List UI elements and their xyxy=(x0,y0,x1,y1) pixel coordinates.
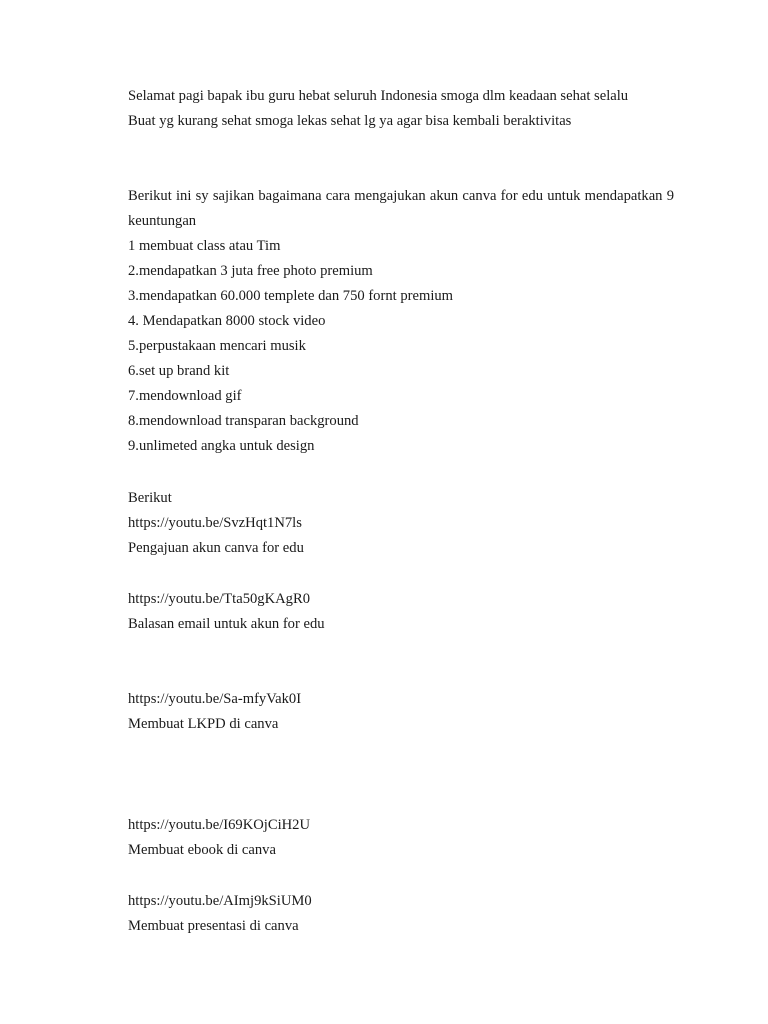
list-item: 5.perpustakaan mencari musik xyxy=(128,338,306,354)
intro-paragraph: Berikut ini sy sajikan bagaimana cara mengajukan akun canva for edu untuk mendapatkan 9 keuntungan xyxy=(128,188,674,229)
link-url[interactable]: https://youtu.be/I69KOjCiH2U xyxy=(128,817,311,833)
link-caption: Pengajuan akun canva for edu xyxy=(128,540,304,556)
link-url[interactable]: https://youtu.be/AImj9kSiUM0 xyxy=(128,893,312,909)
list-item: 6.set up brand kit xyxy=(128,363,230,379)
list-item: 9.unlimeted angka untuk design xyxy=(128,438,315,454)
links-group-5 xyxy=(128,889,674,939)
greeting-block xyxy=(128,84,674,134)
link-url[interactable]: https://youtu.be/Tta50gKAgR0 xyxy=(128,591,311,607)
links-group-2 xyxy=(128,587,674,637)
links-heading: Berikut xyxy=(128,490,172,506)
link-url[interactable]: https://youtu.be/Sa-mfyVak0I xyxy=(128,691,302,707)
list-item: 2.mendapatkan 3 juta free photo premium xyxy=(128,263,373,279)
links-group-1 xyxy=(128,486,674,561)
benefits-list xyxy=(128,234,674,459)
greeting-line-1: Selamat pagi bapak ibu guru hebat seluruh Indonesia smoga dlm keadaan sehat selalu xyxy=(128,88,629,104)
greeting-line-2: Buat yg kurang sehat smoga lekas sehat lg ya agar bisa kembali beraktivitas xyxy=(128,113,572,129)
links-group-4 xyxy=(128,813,674,863)
list-item: 8.mendownload transparan background xyxy=(128,413,359,429)
link-caption: Balasan email untuk akun for edu xyxy=(128,616,325,632)
link-caption: Membuat presentasi di canva xyxy=(128,918,299,934)
list-item: 7.mendownload gif xyxy=(128,388,242,404)
list-item: 3.mendapatkan 60.000 templete dan 750 fornt premium xyxy=(128,288,454,304)
list-item: 1 membuat class atau Tim xyxy=(128,238,281,254)
links-group-3 xyxy=(128,687,674,737)
link-url[interactable]: https://youtu.be/SvzHqt1N7ls xyxy=(128,515,302,531)
list-item: 4. Mendapatkan 8000 stock video xyxy=(128,313,326,329)
link-caption: Membuat ebook di canva xyxy=(128,842,276,858)
link-caption: Membuat LKPD di canva xyxy=(128,716,279,732)
